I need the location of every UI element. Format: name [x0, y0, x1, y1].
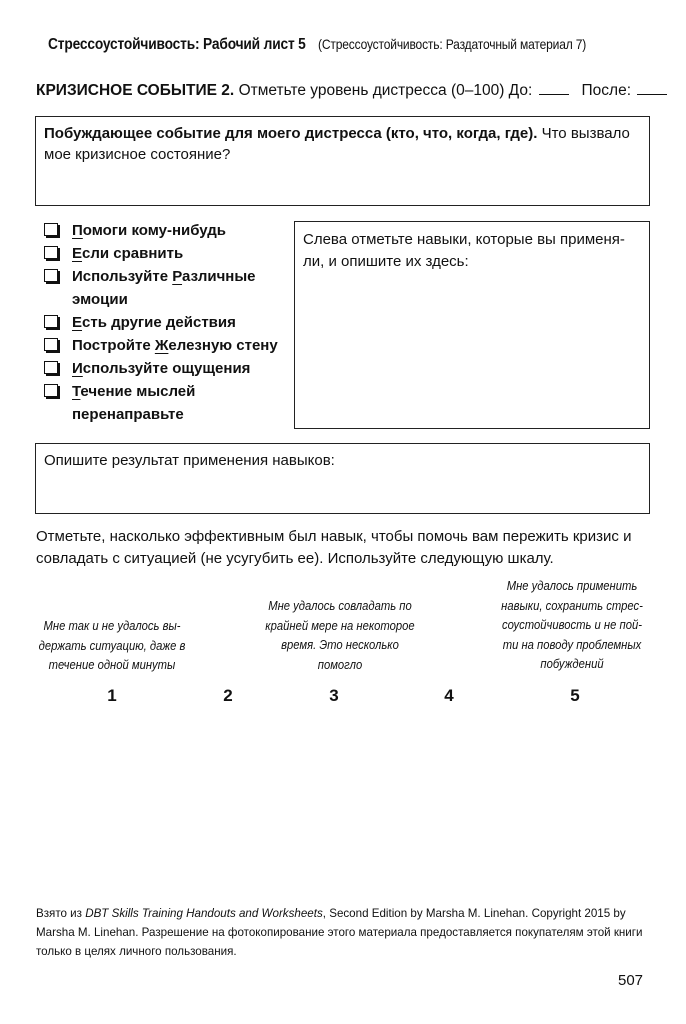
checkbox-icon[interactable] — [44, 246, 58, 259]
skill-item[interactable]: Используйте Различные эмоции — [44, 265, 294, 311]
skill-item[interactable]: Помоги кому-нибудь — [44, 219, 294, 242]
page-number: 507 — [618, 972, 644, 989]
worksheet-header — [48, 36, 630, 54]
skill-item[interactable]: Течение мыслей перенаправьте — [44, 380, 294, 426]
worksheet-subtitle: (Стрессоустойчивость: Раздаточный материал 7) — [317, 36, 586, 52]
skills-description-prompt: Слева отметьте навыки, которые вы применя-ли, и опишите их здесь: — [303, 231, 625, 270]
trigger-event-box[interactable] — [35, 116, 650, 206]
scale-option-3[interactable]: 3 — [329, 686, 339, 705]
copyright-footer: Взято из DBT Skills Training Handouts and Worksheets, Second Edition by Marsha M. Linehan. Copyright 2015 by Marsha M. Linehan. Разрешение на фотокопирование этого материала предоставляется покупателям этой книги только в целях личного пользования. — [36, 907, 643, 958]
book-title: DBT Skills Training Handouts and Worksheets — [85, 907, 323, 920]
skill-item[interactable]: Используйте ощущения — [44, 357, 294, 380]
worksheet-title: Стрессоустойчивость: Рабочий лист 5 — [48, 36, 306, 53]
scale-description-1: Мне так и не удалось вы-держать ситуацию, даже в течение одной минуты — [38, 619, 186, 672]
checkbox-icon[interactable] — [44, 315, 58, 328]
distress-after-label: После: — [581, 82, 632, 99]
scale-option-5[interactable]: 5 — [570, 686, 580, 705]
scale-option-4[interactable]: 4 — [444, 686, 454, 705]
checkbox-icon[interactable] — [44, 223, 58, 236]
scale-description-5: Мне удалось применить навыки, сохранить стрес-соустойчивость и не пой-ти на поводу проблемных побуждений — [501, 579, 643, 671]
skills-checklist — [44, 219, 294, 426]
result-description-box[interactable] — [35, 443, 650, 514]
checkbox-icon[interactable] — [44, 338, 58, 351]
distress-instruction: Отметьте уровень дистресса (0–100) До: — [238, 82, 533, 99]
trigger-prompt: Что вызвало мое кризисное состояние? — [44, 125, 630, 163]
distress-after-field[interactable] — [637, 82, 667, 95]
checkbox-icon[interactable] — [44, 269, 58, 282]
skill-item[interactable]: Есть другие действия — [44, 311, 294, 334]
distress-before-field[interactable] — [539, 82, 569, 95]
scale-description-3: Мне удалось совладать по крайней мере на некоторое время. Это несколько помогло — [265, 599, 415, 672]
skill-item[interactable]: Постройте Железную стену — [44, 334, 294, 357]
skill-item[interactable]: Если сравнить — [44, 242, 294, 265]
crisis-event-line — [36, 82, 667, 100]
scale-instruction: Отметьте, насколько эффективным был навык, чтобы помочь вам пережить кризис и совладать с ситуацией (не усугубить ее). Используйте следующую шкалу. — [36, 528, 632, 567]
trigger-prompt-bold: Побуждающее событие для моего дистресса (кто, что, когда, где). — [44, 125, 538, 142]
checkbox-icon[interactable] — [44, 361, 58, 374]
checkbox-icon[interactable] — [44, 384, 58, 397]
skills-description-box[interactable] — [294, 221, 650, 429]
result-prompt: Опишите результат применения навыков: — [44, 452, 335, 469]
crisis-event-label: КРИЗИСНОЕ СОБЫТИЕ 2. — [36, 82, 235, 99]
scale-option-1[interactable]: 1 — [107, 686, 117, 705]
scale-option-2[interactable]: 2 — [223, 686, 233, 705]
